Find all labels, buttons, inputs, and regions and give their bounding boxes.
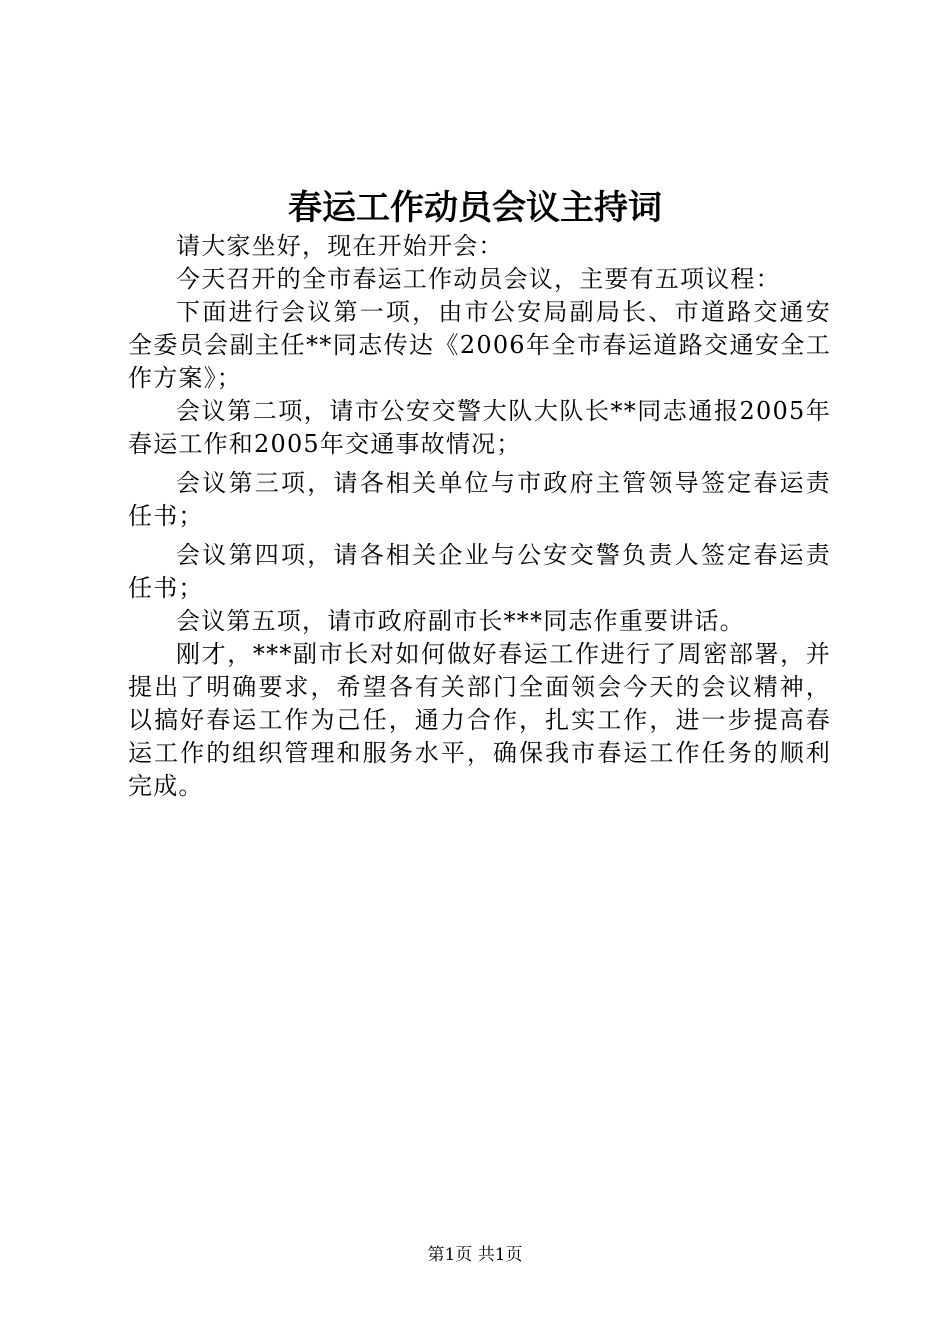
paragraph-agenda-intro: 今天召开的全市春运工作动员会议，主要有五项议程： [176,265,781,293]
paragraph-agenda-item-5: 会议第五项，请市政府副市长***同志作重要讲话。 [176,607,745,635]
document-body [128,230,831,803]
paragraph-agenda-item-4: 会议第四项，请各相关企业与公安交警负责人签定春运责任书； [128,541,831,602]
paragraph-opening: 请大家坐好，现在开始开会： [176,232,504,260]
paragraph-agenda-item-1: 下面进行会议第一项，由市公安局副局长、市道路交通安全委员会副主任**同志传达《2006年全市春运道路交通安全工作方案》； [128,298,831,392]
document-title: 春运工作动员会议主持词 [288,188,662,228]
page-number-footer: 第1页 共1页 [427,1245,523,1265]
paragraph-agenda-item-2: 会议第二项，请市公安交警大队大队长**同志通报2005年春运工作和2005年交通事故情况； [128,397,831,458]
paragraph-agenda-item-3: 会议第三项，请各相关单位与市政府主管领导签定春运责任书； [128,469,831,530]
paragraph-closing: 刚才，***副市长对如何做好春运工作进行了周密部署，并提出了明确要求，希望各有关部门全面领会今天的会议精神，以搞好春运工作为己任，通力合作，扎实工作，进一步提高春运工作的组织管理和服务水平，确保我市春运工作任务的顺利完成。 [128,640,831,800]
